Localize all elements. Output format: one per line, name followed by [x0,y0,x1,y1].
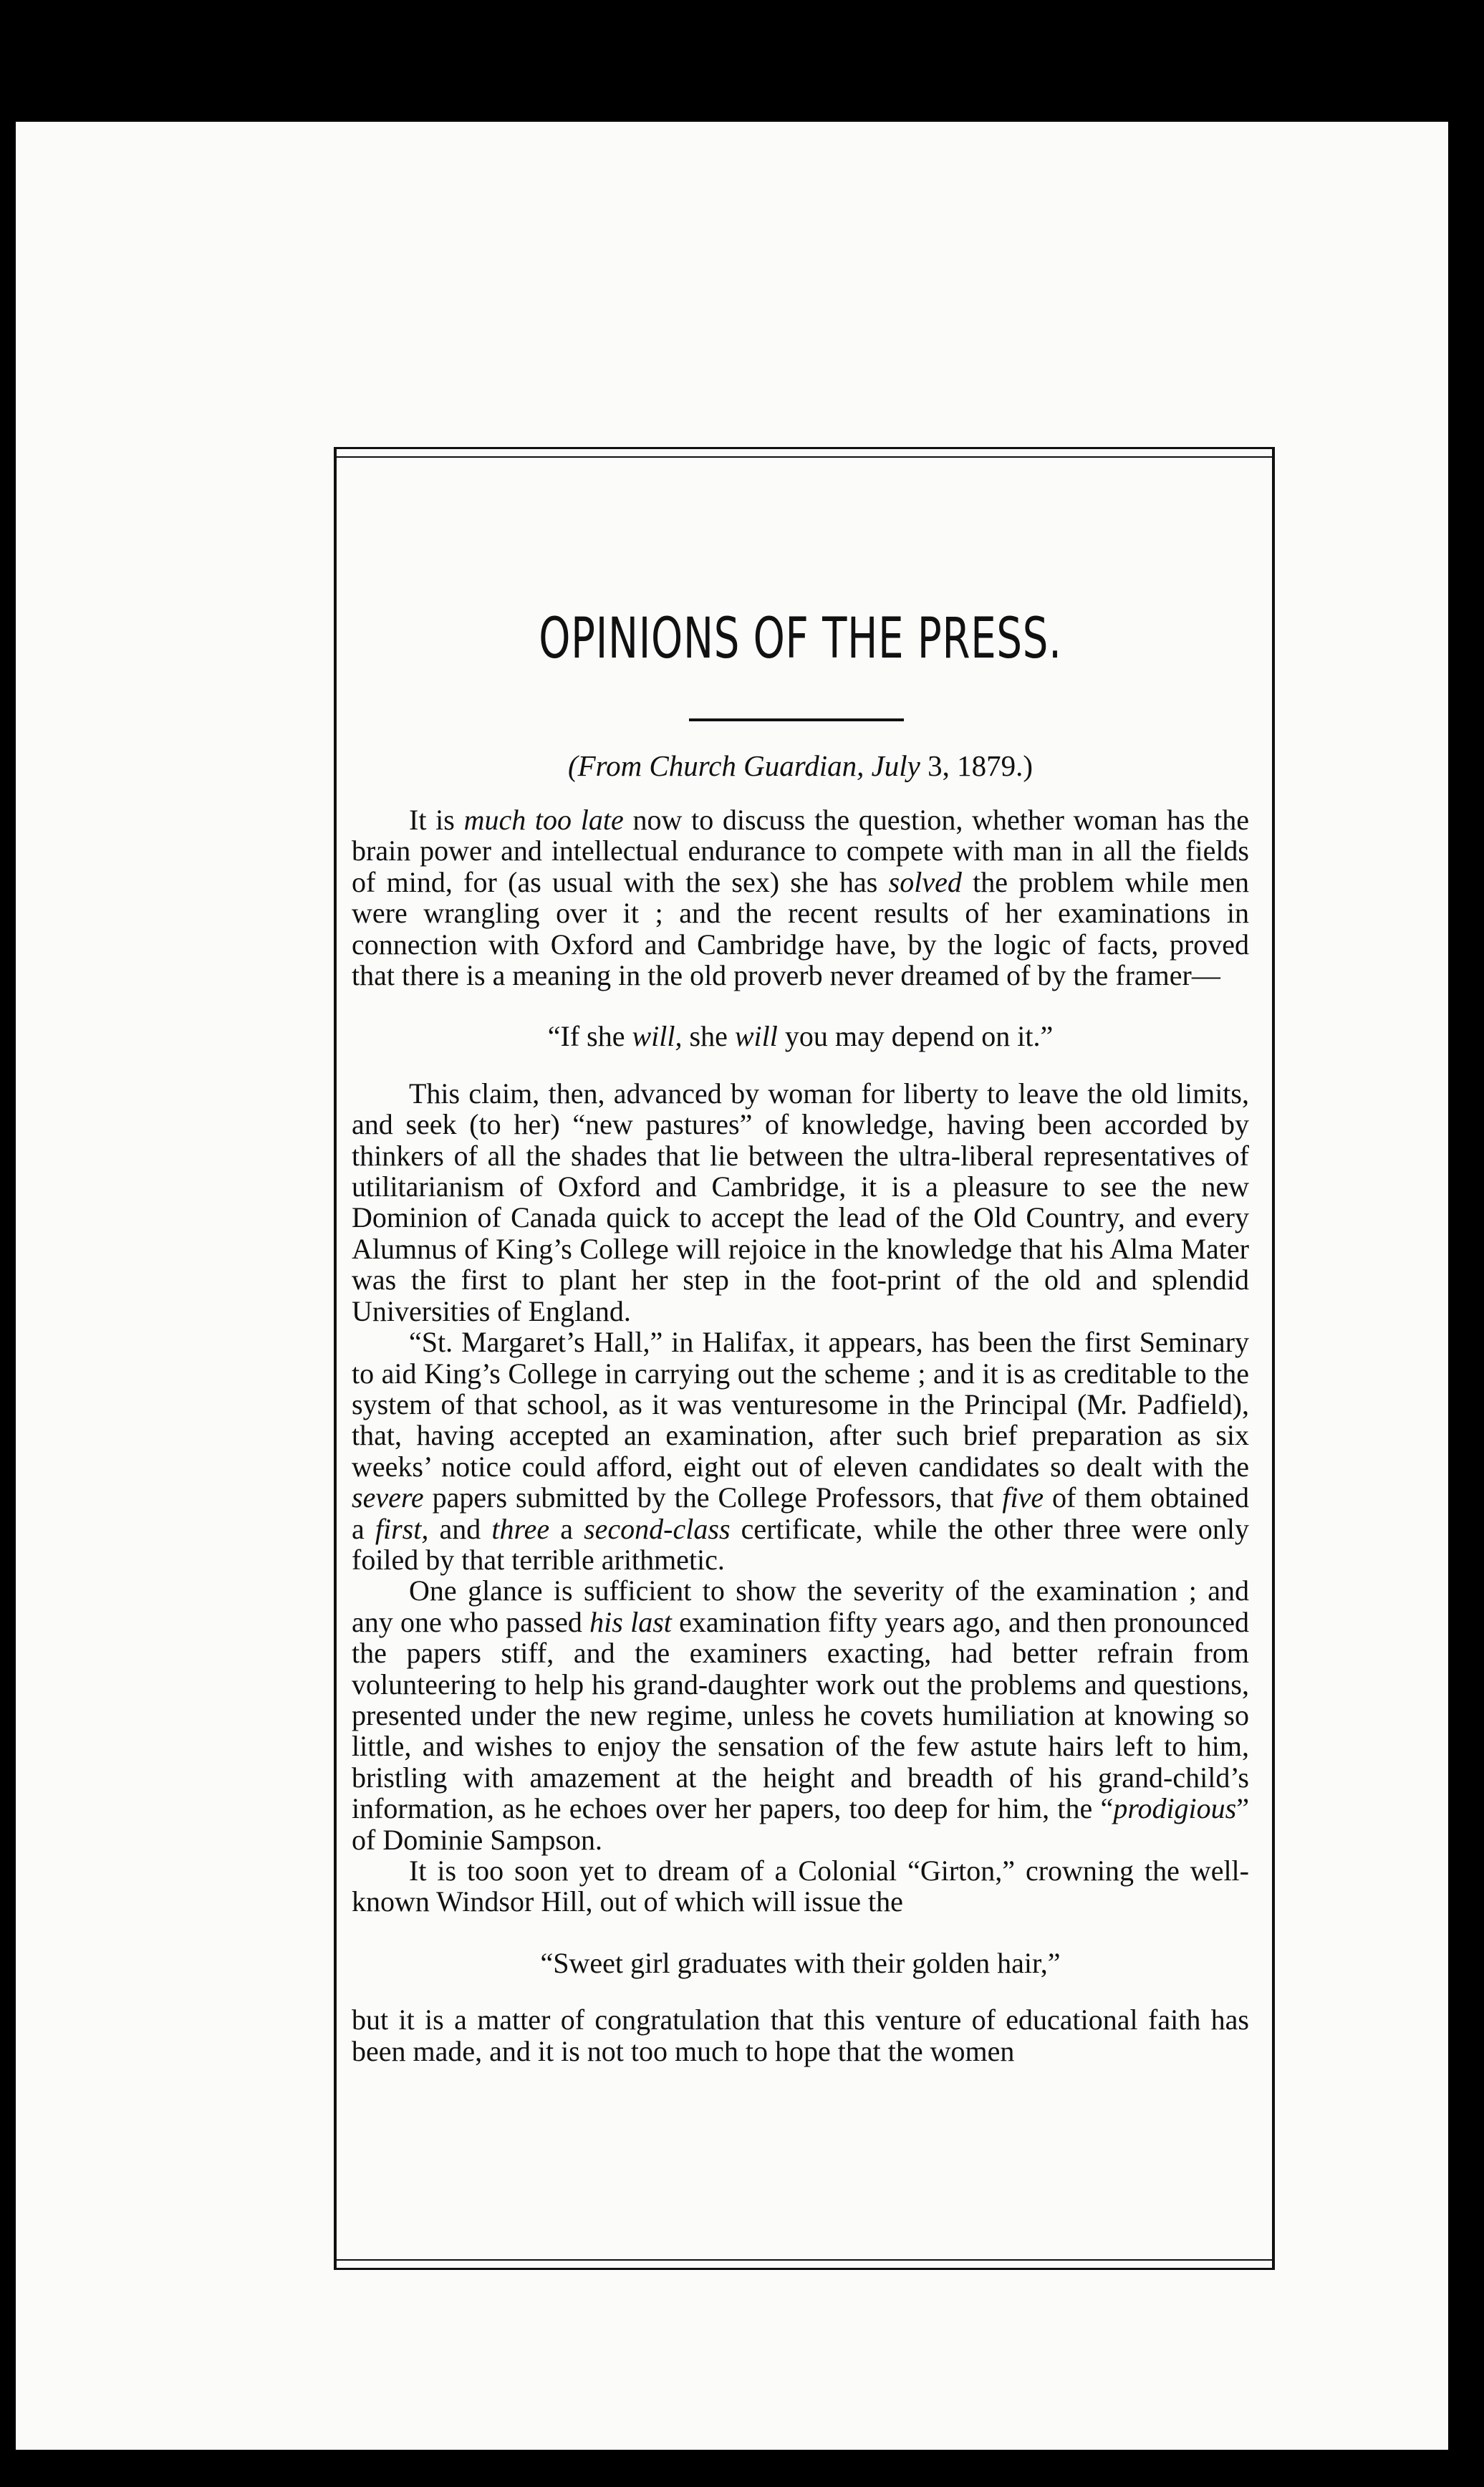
article-body [352,804,1249,2067]
paragraph-2: This claim, then, advanced by woman for liberty to leave the old limits, and seek (to her) “new pastures” of knowledge, having been accorded by thinkers of all the shades that lie between the ultra-liberal representatives of utilitarianism of Oxford and Cambridge, it is a pleasure to see the new Dominion of Canada quick to accept the lead of the Old Country, and every Alumnus of King’s College will rejoice in the knowledge that his Alma Mater was the first to plant her step in the foot-print of the old and splendid Universities of England. [352,1077,1249,1327]
paragraph-5: It is too soon yet to dream of a Colonial “Girton,” crowning the well-known Windsor Hill, out of which will issue the [352,1855,1249,1918]
proverb-quote: “If she will, she will you may depend on it.” [547,1020,1054,1053]
paragraph-1: It is much too late now to discuss the question, whether woman has the brain power and intellectual endurance to compete with man in all the fields of mind, for (as usual with the sex) she has solved the problem while men were wrangling over it ; and the recent results of her examinations in connection with Oxford and Cambridge have, by the logic of facts, proved that there is a meaning in the old proverb never dreamed of by the framer— [352,804,1250,992]
source-citation: (From Church Guardian, July 3, 1879.) [567,749,1034,782]
paragraph-3: “St. Margaret’s Hall,” in Halifax, it appears, has been the first Seminary to aid King’s College in carrying out the scheme ; and it is as creditable to the system of that school, as it was venturesome in the Principal (Mr. Padfield), that, having accepted an examination, after such brief preparation as six weeks’ notice could afford, eight out of eleven candidates so dealt with the severe papers submitted by the College Professors, that five of them obtained a first, and three a second-class certificate, while the other three were only foiled by that terrible arithmetic. [352,1326,1249,1576]
page-border-frame [334,447,1275,2270]
paragraph-4: One glance is sufficient to show the severity of the examination ; and any one who passed his last examination fifty years ago, and then pronounced the papers stiff, and the examiners exacting, had better refrain from volunteering to help his grand-daughter work out the problems and questions, presented under the new regime, unless he covets humiliation at knowing so little, and wishes to enjoy the sensation of the few astute hairs left to him, bristling with amazement at the height and breadth of his grand-child’s information, as he echoes over her papers, too deep for him, the “prodigious” of Dominie Sampson. [352,1574,1249,1856]
scanned-page [16,122,1448,2450]
paragraph-6: but it is a matter of congratulation that this venture of educational faith has been made, and it is not too much to hope that the women [352,2003,1249,2067]
title-divider [689,718,904,721]
poem-quote: “Sweet girl graduates with their golden hair,” [540,1946,1061,1979]
page-title: OPINIONS OF THE PRESS. [539,607,1062,671]
text-block [352,449,1249,2268]
